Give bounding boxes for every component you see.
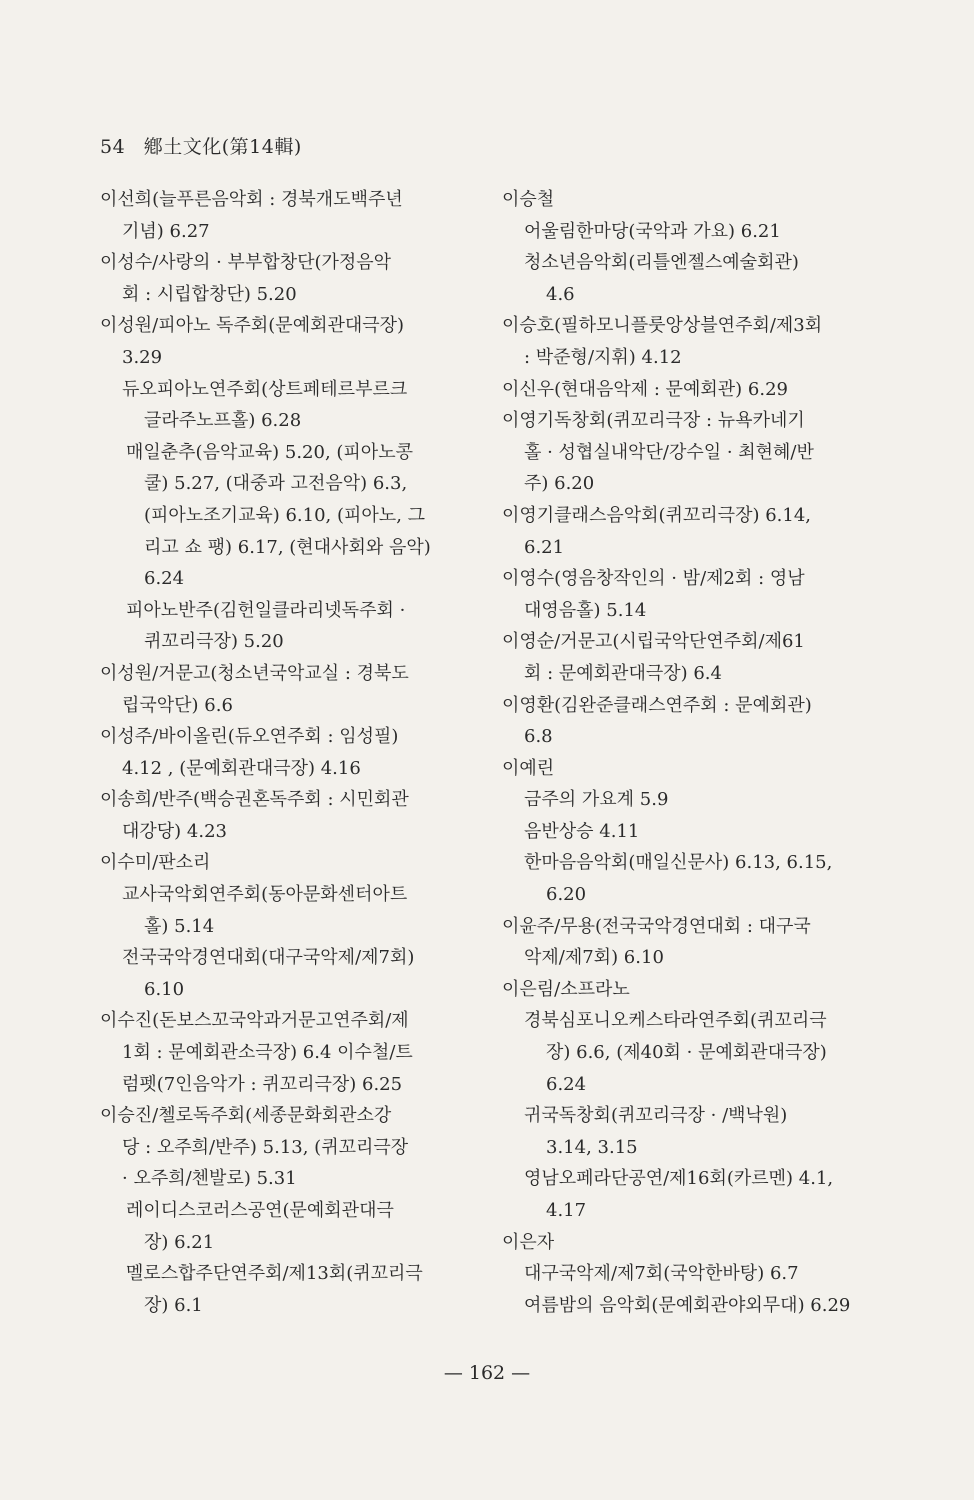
index-entry-detail: 리고 쇼 팽) 6.17, (현대사회와 음악) <box>144 536 431 558</box>
index-entry-name: 이예린 <box>502 757 555 779</box>
index-entry-detail: 교사국악회연주회(동아문화센터아트 <box>122 884 408 906</box>
index-entry-detail: 귀국독창회(퀴꼬리극장 · /백낙원) <box>524 1105 788 1127</box>
index-entry-detail: 음반상승 4.11 <box>524 820 640 842</box>
index-entry-detail: 3.14, 3.15 <box>546 1136 638 1158</box>
index-entry-detail: 경북심포니오케스타라연주회(퀴꼬리극 <box>524 1010 827 1032</box>
index-entry-name: 이윤주/무용(전국국악경연대회 : 대구국 <box>502 915 811 937</box>
index-entry-name: 이은자 <box>502 1231 555 1253</box>
index-entry-detail: 청소년음악회(리틀엔젤스예술회관) <box>524 252 799 274</box>
index-entry-detail: 6.20 <box>546 884 587 906</box>
index-entry-detail: 영남오페라단공연/제16회(카르멘) 4.1, <box>524 1168 834 1190</box>
index-entry-detail: 6.21 <box>524 536 565 558</box>
running-header <box>100 132 302 159</box>
index-entry-detail: (피아노조기교육) 6.10, (피아노, 그 <box>144 504 426 526</box>
index-entry-name: 이수미/판소리 <box>100 852 211 874</box>
index-entry-detail: 대영음홀) 5.14 <box>524 599 647 621</box>
journal-title: 鄕土文化(第14輯) <box>143 136 302 158</box>
index-entry-detail: 6.24 <box>546 1073 587 1095</box>
index-entry-name: 이성원/거문고(청소년국악교실 : 경북도 <box>100 662 409 684</box>
index-entry-name: 이영순/거문고(시립국악단연주회/제61 <box>502 631 805 653</box>
index-entry-name: 이은림/소프라노 <box>502 978 630 1000</box>
index-entry-detail: 악제/제7회) 6.10 <box>524 947 664 969</box>
index-entry-detail: : 박준형/지휘) 4.12 <box>524 346 682 368</box>
index-entry-detail: 4.6 <box>546 283 575 305</box>
index-entry-name: 이선희(늘푸른음악회 : 경북개도백주년 <box>100 189 403 210</box>
index-entry-name: 이영기독창회(퀴꼬리극장 : 뉴욕카네기 <box>502 410 805 432</box>
index-entry-detail: 대강당) 4.23 <box>122 820 227 842</box>
index-entry-name: 이수진(돈보스꼬국악과거문고연주회/제 <box>100 1010 409 1032</box>
right-column <box>502 184 874 1321</box>
index-entry-detail: 회 : 문예회관대극장) 6.4 <box>524 662 722 684</box>
index-entry-detail: 장) 6.6, (제40회 · 문예회관대극장) <box>546 1042 827 1064</box>
index-entry-detail: 대구국악제/제7회(국악한바탕) 6.7 <box>524 1263 799 1285</box>
index-entry-detail: 퀴꼬리극장) 5.20 <box>144 631 284 653</box>
index-entry-name: 이송희/반주(백승권혼독주회 : 시민회관 <box>100 789 409 811</box>
index-entry-detail: 한마음음악회(매일신문사) 6.13, 6.15, <box>524 852 833 874</box>
index-entry-name: 이승철 <box>502 189 555 210</box>
index-entry-detail: 4.17 <box>546 1200 587 1221</box>
index-entry-detail: 금주의 가요계 5.9 <box>524 789 669 811</box>
index-entry-detail: 여름밤의 음악회(문예회관야외무대) 6.29 <box>524 1294 851 1316</box>
index-entry-detail: 쿨) 5.27, (대중과 고전음악) 6.3, <box>144 473 408 495</box>
header-page-number: 54 <box>100 136 126 158</box>
index-entry-detail: 피아노반주(김헌일클라리넷독주회 · <box>126 599 406 621</box>
index-entry-name: 이성원/피아노 독주회(문예회관대극장) <box>100 315 405 337</box>
index-entry-name: 이승진/첼로독주회(세종문화회관소강 <box>100 1105 392 1127</box>
index-entry-detail: 립국악단) 6.6 <box>122 694 233 716</box>
index-entry-detail: 당 : 오주희/반주) 5.13, (퀴꼬리극장 <box>122 1136 409 1158</box>
index-entry-detail: 장) 6.1 <box>144 1294 203 1316</box>
index-entry-detail: 럼펫(7인음악가 : 퀴꼬리극장) 6.25 <box>122 1073 403 1095</box>
index-entry-detail: 매일춘추(음악교육) 5.20, (피아노콩 <box>126 441 413 463</box>
index-entry-detail: 기념) 6.27 <box>122 220 210 242</box>
index-entry-detail: 전국국악경연대회(대구국악제/제7회) <box>122 947 415 969</box>
page-number-footer: — 162 — <box>443 1362 531 1384</box>
index-entry-name: 이성주/바이올린(듀오연주회 : 임성필) <box>100 726 399 748</box>
index-entry-detail: 듀오피아노연주회(상트페테르부르크 <box>122 378 408 400</box>
index-entry-name: 이승호(필하모니플룻앙상블연주회/제3회 <box>502 315 823 337</box>
index-entry-detail: 6.10 <box>144 978 185 1000</box>
index-entry-name: 이영환(김완준클래스연주회 : 문예회관) <box>502 694 812 716</box>
index-entry-detail: 6.8 <box>524 726 553 748</box>
index-entry-detail: 4.12 , (문예회관대극장) 4.16 <box>122 757 361 779</box>
index-entry-detail: 어울림한마당(국악과 가요) 6.21 <box>524 220 781 242</box>
index-entry-name: 이성수/사랑의 · 부부합창단(가정음악 <box>100 252 392 274</box>
index-entry-name: 이영수(영음창작인의 · 밤/제2회 : 영남 <box>502 568 805 590</box>
index-entry-detail: 글라주노프홀) 6.28 <box>144 410 302 432</box>
index-entry-detail: 회 : 시립합창단) 5.20 <box>122 283 297 305</box>
index-entry-detail: 6.24 <box>144 568 185 590</box>
index-entry-detail: 레이디스코러스공연(문예회관대극 <box>126 1200 394 1221</box>
index-entry-detail: 멜로스합주단연주회/제13회(퀴꼬리극 <box>126 1263 423 1285</box>
index-entry-detail: 1회 : 문예회관소극장) 6.4 이수철/트 <box>122 1042 413 1064</box>
index-entry-detail: 3.29 <box>122 346 163 368</box>
index-entry-detail: 장) 6.21 <box>144 1231 215 1253</box>
index-entry-name: 이영기클래스음악회(퀴꼬리극장) 6.14, <box>502 504 811 526</box>
index-entry-detail: 홀 · 성협실내악단/강수일 · 최현혜/반 <box>524 441 814 463</box>
index-entry-detail: · 오주희/첸발로) 5.31 <box>122 1168 297 1190</box>
left-column <box>100 184 480 1321</box>
index-entry-name: 이신우(현대음악제 : 문예회관) 6.29 <box>502 378 789 400</box>
index-entry-detail: 홀) 5.14 <box>144 915 215 937</box>
index-entry-detail: 주) 6.20 <box>524 473 595 495</box>
